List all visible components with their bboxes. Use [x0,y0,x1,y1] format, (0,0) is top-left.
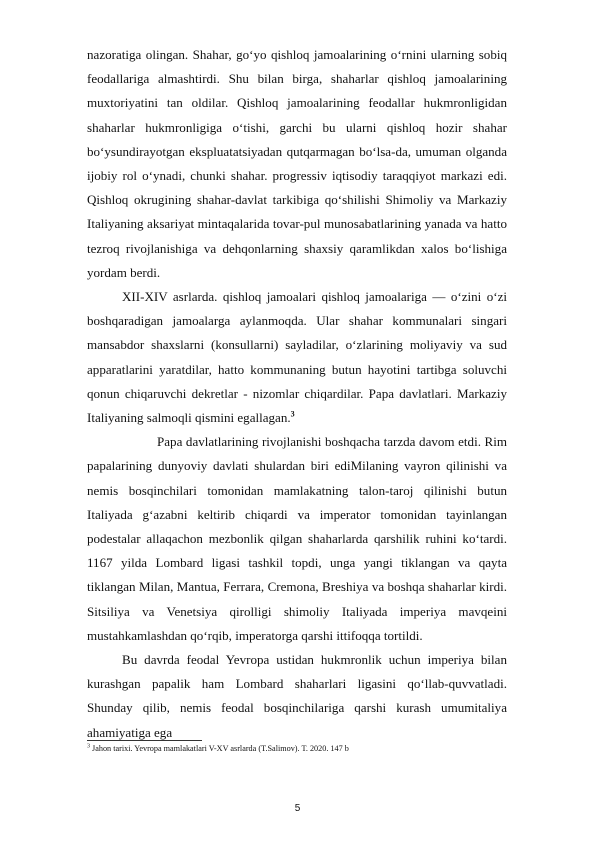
footnote [87,743,507,754]
paragraph-1: nazoratiga olingan. Shahar, go‘yo qishloq jamoalarining o‘rnini ularning sobiq feodallariga almashtirdi. Shu bilan birga, shaharlar qishloq jamoalarining muxtoriyatini tan oldilar. Qishloq jamoalarining feodallar hukmronligidan shaharlar hukmronligiga o‘tishi, garchi bu ularni qishloq hozir shahar bo‘ysundirayotgan ekspluatatsiyadan qutqarmagan bo‘lsa-da, umuman olganda ijobiy rol o‘ynadi, chunki shahar. progressiv iqtisodiy taraqqiyot markazi edi. Qishloq okrugining shahar-davlat tarkibiga qo‘shilishi Shimoliy va Markaziy Italiyaning aksariyat mintaqalarida tovar-pul munosabatlarining yanada va hatto tezroq rivojlanishiga va dehqonlarning shaxsiy qaramlikdan xalos bo‘lishiga yordam berdi. [87,47,507,280]
paragraph-2 [87,285,507,430]
footnote-text: Jahon tarixi. Yevropa mamlakatlari V-XV asrlarda (T.Salimov). T. 2020. 147 b [90,744,349,753]
page-number: 5 [294,803,301,814]
footnote-reference[interactable]: 3 [290,409,295,419]
footnote-separator [87,740,202,741]
paragraph-2-text: XII-XIV asrlarda. qishloq jamoalari qishloq jamoalariga — o‘zini o‘zi boshqaradigan jamoalarga aylanmoqda. Ular shahar kommunalari singari mansabdor shaxslarni (konsullarni) sayladilar, o‘zlarining moliyaviy va sud apparatlarini yaratdilar, hatto kommunaning butun hayotini tartibga soluvchi qonun chiqaruvchi dekretlar - nizomlar chiqardilar. Papa davlatlari. Markaziy Italiyaning salmoqli qismini egallagan. [87,289,507,426]
body-text [87,43,507,745]
footnote-marker: 3 [87,743,90,750]
paragraph-4: Bu davrda feodal Yevropa ustidan hukmronlik uchun imperiya bilan kurashgan papalik ham Lombard shaharlari ligasini qo‘llab-quvvatladi. Shunday qilib, nemis feodal bosqinchilariga qarshi kurash umumitaliya ahamiyatiga ega [87,652,507,740]
paragraph-3: Papa davlatlarining rivojlanishi boshqacha tarzda davom etdi. Rim papalarining dunyoviy davlati shulardan biri ediMilaning vayron qilinishi va nemis bosqinchilari tomonidan mamlakatning talon-taroj qilinishi butun Italiyada g‘azabni keltirib chiqardi va imperator tomonidan tayinlangan podestalar allaqachon mezbonlik qilgan shaharlarda qarshilik ruhini ko‘tardi. 1167 yilda Lombard ligasi tashkil topdi, unga yangi tiklangan va qayta tiklangan Milan, Mantua, Ferrara, Cremona, Breshiya va boshqa shaharlar kirdi. Sitsiliya va Venetsiya qirolligi shimoliy Italiyada imperiya mavqeini mustahkamlashdan qo‘rqib, imperatorga qarshi ittifoqqa tortildi. [87,434,507,643]
